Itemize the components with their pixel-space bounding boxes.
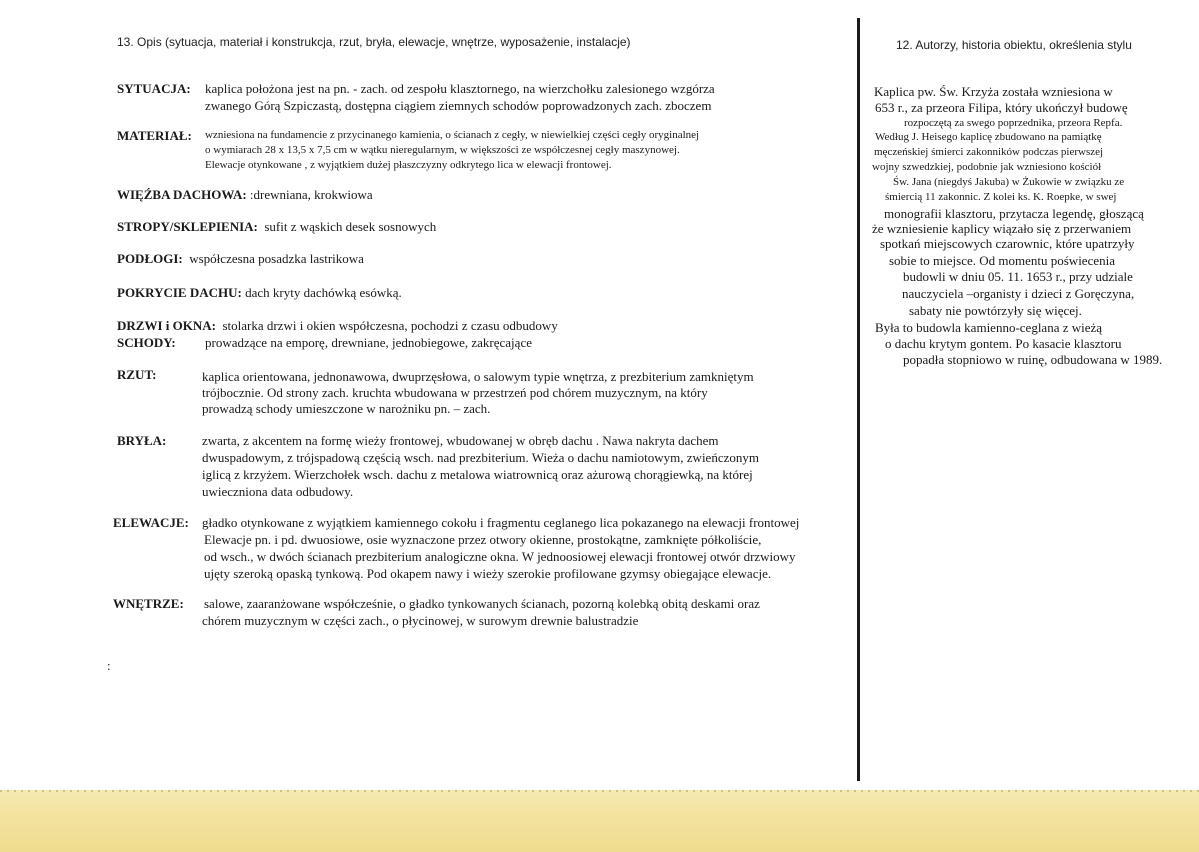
section-label: DRZWI i OKNA: (117, 318, 216, 333)
section-line: zwanego Górą Szpiczastą, dostępna ciągiem ziemnych schodów poprowadzonych zach. zboczem (205, 98, 712, 113)
history-line: męczeńskiej śmierci zakonników podczas pierwszej (874, 146, 1104, 158)
column-divider (857, 18, 860, 781)
history-line: budowli w dniu 05. 11. 1653 r., przy udziale (903, 269, 1133, 284)
section-label: SYTUACJA: (117, 81, 191, 96)
history-line: wojny szwedzkiej, podobnie jak wzniesiono kościół (872, 161, 1102, 173)
section-stropy (117, 219, 436, 235)
section-text: sufit z wąskich desek sosnowych (264, 219, 437, 234)
left-column-heading: 13. Opis (sytuacja, materiał i konstrukcja, rzut, bryła, elewacje, wnętrze, wyposażenie, instalacje) (117, 35, 631, 49)
section-line: Elewacje pn. i pd. dwuosiowe, osie wyznaczone przez otwory okienne, prostokątne, zamknięte półkoliście, (204, 532, 762, 547)
section-drzwi-okna (117, 318, 558, 334)
section-label: BRYŁA: (117, 433, 167, 448)
section-text: współczesna posadzka lastrikowa (189, 251, 364, 266)
history-line: że wzniesienie kaplicy wiązało się z przerwaniem (872, 221, 1132, 236)
section-line: prowadzące na emporę, drewniane, jednobiegowe, zakręcające (205, 335, 532, 350)
section-wiezba (117, 187, 373, 203)
section-line: salowe, zaaranżowane współcześnie, o gładko tynkowanych ścianach, pozorną kolebką obitą deskami oraz (204, 596, 760, 611)
section-text: dach kryty dachówką esówką. (245, 285, 402, 300)
section-label: PODŁOGI: (117, 251, 183, 266)
section-text: :drewniana, krokwiowa (249, 187, 373, 202)
section-label: WIĘŹBA DACHOWA: (117, 187, 247, 202)
right-column-heading: 12. Autorzy, historia obiektu, określenia stylu (896, 38, 1132, 52)
section-label: RZUT: (117, 367, 157, 382)
section-line: uwieczniona data odbudowy. (202, 484, 354, 499)
history-line: nauczyciela –organisty i dzieci z Goręczyna, (902, 286, 1135, 301)
section-line: Elewacje otynkowane , z wyjątkiem dużej płaszczyzny odkrytego lica w elewacji frontowej. (205, 159, 612, 171)
history-line: o dachu krytym gontem. Po kasacie klasztoru (885, 336, 1122, 351)
section-line: dwuspadowym, z trójspadową częścią wsch. nad prezbiterium. Wieża o dachu namiotowym, zwieńczonym (202, 450, 759, 465)
section-podlogi (117, 251, 364, 267)
section-pokrycie (117, 285, 402, 301)
history-line: śmiercią 11 zakonnic. Z kolei ks. K. Roepke, w swej (885, 191, 1117, 203)
section-line: od wsch., w dwóch ścianach prezbiterium analogiczne okna. W jednoosiowej elewacji frontowej otwór drzwiowy (204, 549, 796, 564)
section-line: kaplica położona jest na pn. - zach. od zespołu klasztornego, na wierzchołku zalesionego wzgórza (205, 81, 715, 96)
section-text: stolarka drzwi i okien współczesna, pochodzi z czasu odbudowy (222, 318, 558, 333)
section-label: ELEWACJE: (113, 515, 189, 530)
history-line: Kaplica pw. Św. Krzyża została wzniesiona w (874, 84, 1113, 99)
section-label: SCHODY: (117, 335, 176, 350)
section-label: MATERIAŁ: (117, 128, 192, 143)
section-line: prowadzą schody umieszczone w narożniku pn. – zach. (202, 401, 491, 416)
history-line: rozpoczętą za swego poprzednika, przeora Repfa. (904, 117, 1123, 129)
history-line: Św. Jana (niegdyś Jakuba) w Żukowie w związku ze (893, 176, 1125, 188)
section-line: iglicą z krzyżem. Wierzchołek wsch. dachu z metalowa wiatrownicą oraz ażurową chorągiewką, na której (202, 467, 753, 482)
history-line: popadła stopniowo w ruinę, odbudowana w 1989. (903, 352, 1163, 367)
history-line: Według J. Heisego kaplicę zbudowano na pamiątkę (875, 131, 1102, 143)
section-line: o wymiarach 28 x 13,5 x 7,5 cm w wątku nieregularnym, w większości ze współczesnej cegły maszynowej. (205, 144, 680, 156)
history-line: Była to budowla kamienno-ceglana z wieżą (875, 320, 1103, 335)
section-line: zwarta, z akcentem na formę wieży frontowej, wbudowanej w obręb dachu . Nawa nakryta dachem (202, 433, 719, 448)
section-label: WNĘTRZE: (113, 596, 184, 611)
scan-edge-dots (0, 790, 1199, 792)
history-line: spotkań miejscowych czarownic, które upatrzyły (880, 236, 1135, 251)
section-line: kaplica orientowana, jednonawowa, dwuprzęsłowa, o salowym typie wnętrza, z prezbiterium zamkniętym (202, 369, 754, 384)
section-line: trójbocznie. Od strony zach. kruchta wbudowana w przestrzeń pod chórem muzycznym, na który (202, 385, 708, 400)
section-label: POKRYCIE DACHU: (117, 285, 242, 300)
section-line: gładko otynkowane z wyjątkiem kamiennego cokołu i fragmentu ceglanego lica pokazanego na elewacji frontowej (202, 515, 800, 530)
stray-mark: : (107, 658, 111, 673)
history-line: sabaty nie powtórzyły się więcej. (909, 303, 1082, 318)
section-line: chórem muzycznym w części zach., o płycinowej, w surowym drewnie balustradzie (202, 613, 639, 628)
section-line: wzniesiona na fundamencie z przycinanego kamienia, o ścianach z cegły, w niewielkiej części cegły oryginalnej (205, 129, 700, 141)
history-line: sobie to miejsce. Od momentu poświecenia (889, 253, 1116, 268)
section-line: ujęty szeroką opaską tynkową. Pod okapem nawy i wieży szerokie profilowane gzymsy obiegające elewacje. (204, 566, 772, 581)
scan-edge-band (0, 790, 1199, 852)
section-label: STROPY/SKLEPIENIA: (117, 219, 258, 234)
history-line: 653 r., za przeora Filipa, który ukończył budowę (875, 100, 1128, 115)
history-line: monografii klasztoru, przytacza legendę, głoszącą (884, 206, 1144, 221)
